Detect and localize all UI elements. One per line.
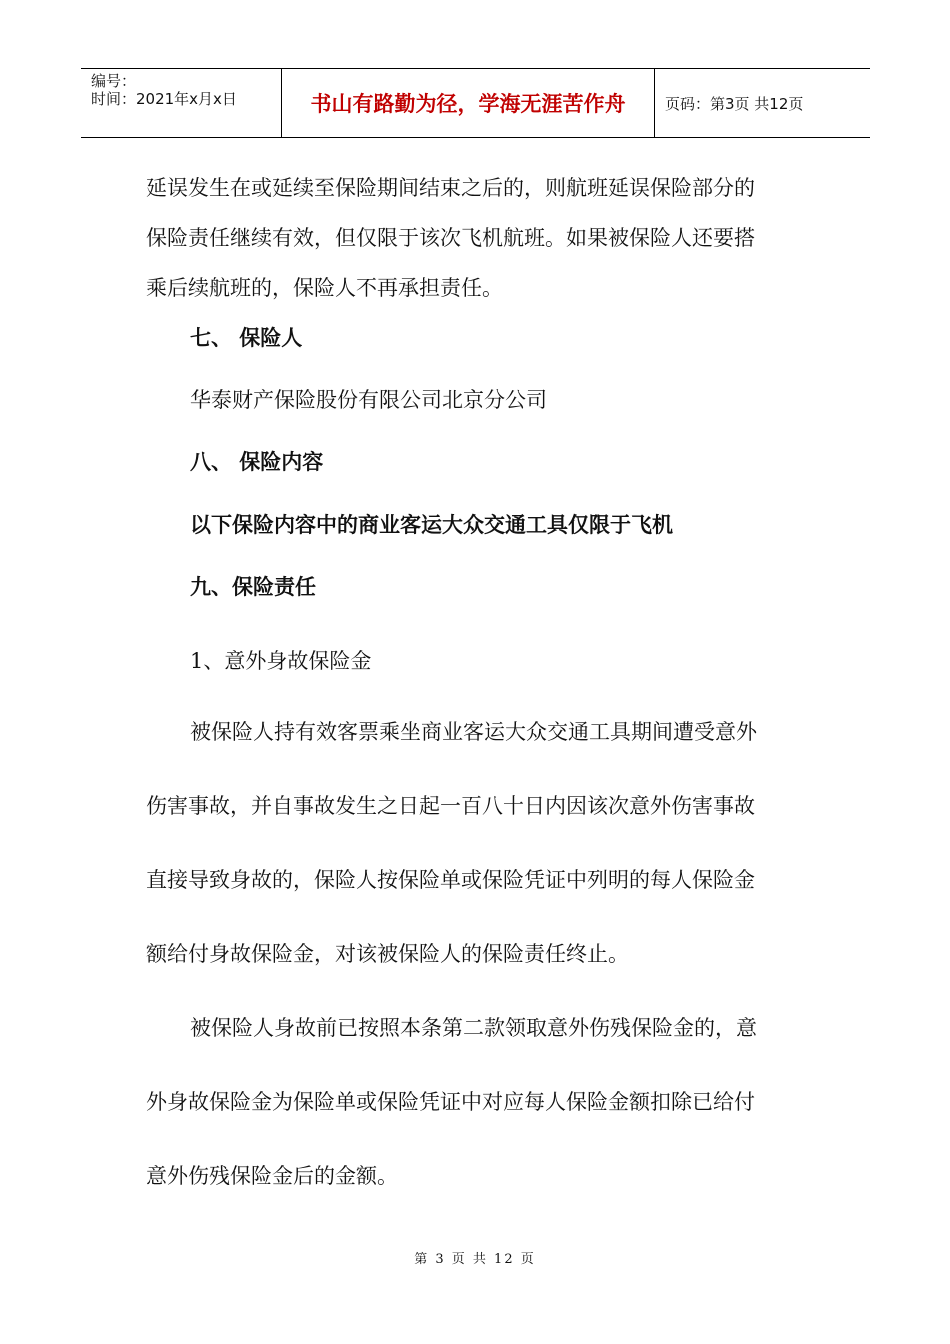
footer-page-number: 第 3 页 共 12 页 [414,1252,536,1267]
paragraph-line: 额给付身故保险金，对该被保险人的保险责任终止。 [146,942,629,966]
paragraph-line: 伤害事故，并自事故发生之日起一百八十日内因该次意外伤害事故 [146,794,755,818]
paragraph-line: 被保险人持有效客票乘坐商业客运大众交通工具期间遭受意外 [190,720,757,744]
doc-number-label: 编号： [91,72,137,90]
section-heading-content: 八、 保险内容 [190,450,324,474]
header-motto [282,69,655,137]
paragraph-line: 外身故保险金为保险单或保险凭证中对应每人保险金额扣除已给付 [146,1090,755,1114]
paragraph-line: 意外伤残保险金后的金额。 [146,1164,398,1188]
page-footer [0,1248,950,1267]
page-info-text: 页码：第3页 共12页 [665,94,804,113]
page-header [81,68,870,138]
section-heading-liability: 九、保险责任 [190,575,316,599]
header-page-info [655,69,870,137]
paragraph-line: 直接导致身故的，保险人按保险单或保险凭证中列明的每人保险金 [146,868,755,892]
section-heading-insurer: 七、 保险人 [190,326,303,350]
paragraph-line: 延误发生在或延续至保险期间结束之后的，则航班延误保险部分的 [146,176,755,200]
motto-text: 书山有路勤为径，学海无涯苦作舟 [310,92,626,116]
header-meta [81,69,282,137]
item-heading: 1、意外身故保险金 [190,649,372,673]
paragraph-line: 被保险人身故前已按照本条第二款领取意外伤残保险金的，意 [190,1016,757,1040]
insurer-name: 华泰财产保险股份有限公司北京分公司 [190,388,547,412]
paragraph-line: 乘后续航班的，保险人不再承担责任。 [146,276,503,300]
paragraph-line: 保险责任继续有效，但仅限于该次飞机航班。如果被保险人还要搭 [146,226,755,250]
doc-date: 时间：2021年x月x日 [91,90,237,108]
scope-note: 以下保险内容中的商业客运大众交通工具仅限于飞机 [190,513,673,537]
